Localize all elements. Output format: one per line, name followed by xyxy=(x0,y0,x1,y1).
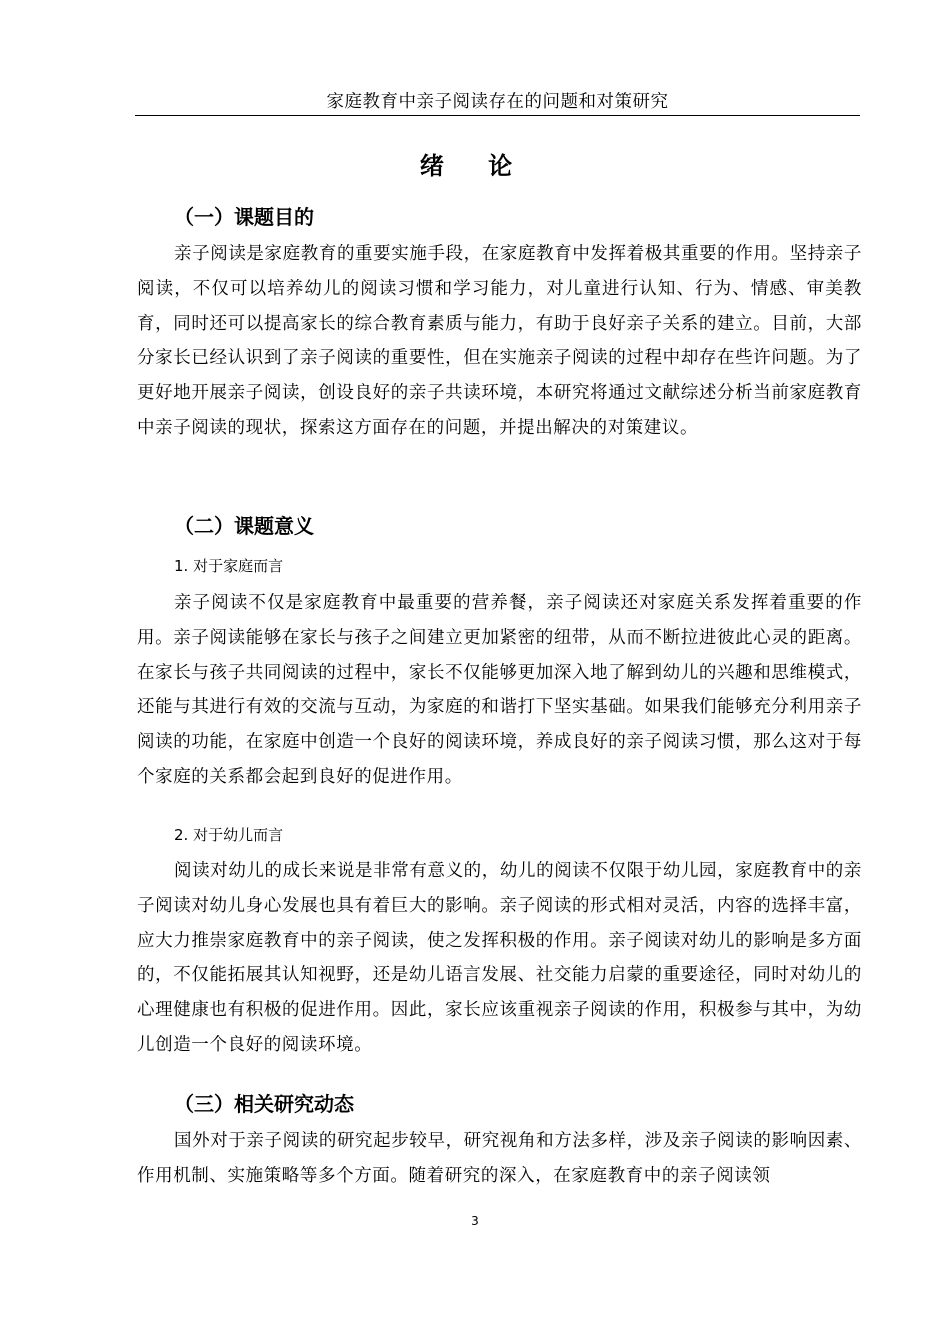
section-heading-significance: （二）课题意义 xyxy=(174,514,314,538)
section-heading-research: （三）相关研究动态 xyxy=(174,1092,354,1116)
paragraph-purpose: 亲子阅读是家庭教育的重要实施手段，在家庭教育中发挥着极其重要的作用。坚持亲子阅读，不仅可以培养幼儿的阅读习惯和学习能力，对儿童进行认知、行为、情感、审美教育，同时还可以提高家长的综合教育素质与能力，有助于良好亲子关系的建立。目前，大部分家长已经认识到了亲子阅读的重要性，但在实施亲子阅读的过程中却存在些许问题。为了更好地开展亲子阅读，创设良好的亲子共读环境，本研究将通过文献综述分析当前家庭教育中亲子阅读的现状，探索这方面存在的问题，并提出解决的对策建议。 xyxy=(137,244,862,438)
running-header: 家庭教育中亲子阅读存在的问题和对策研究 xyxy=(135,88,860,116)
page-number: 3 xyxy=(471,1214,479,1228)
subsection-heading-family: 1. 对于家庭而言 xyxy=(174,557,284,575)
paragraph-research: 国外对于亲子阅读的研究起步较早，研究视角和方法多样，涉及亲子阅读的影响因素、作用机制、实施策略等多个方面。随着研究的深入，在家庭教育中的亲子阅读领 xyxy=(137,1131,862,1186)
section-heading-purpose: （一）课题目的 xyxy=(174,205,314,229)
chapter-title: 绪 论 xyxy=(419,152,531,180)
subsection-heading-children: 2. 对于幼儿而言 xyxy=(174,826,284,844)
paragraph-children: 阅读对幼儿的成长来说是非常有意义的，幼儿的阅读不仅限于幼儿园，家庭教育中的亲子阅读对幼儿身心发展也具有着巨大的影响。亲子阅读的形式相对灵活，内容的选择丰富，应大力推崇家庭教育中的亲子阅读，使之发挥积极的作用。亲子阅读对幼儿的影响是多方面的，不仅能拓展其认知视野，还是幼儿语言发展、社交能力启蒙的重要途径，同时对幼儿的心理健康也有积极的促进作用。因此，家长应该重视亲子阅读的作用，积极参与其中，为幼儿创造一个良好的阅读环境。 xyxy=(137,861,862,1055)
paragraph-family: 亲子阅读不仅是家庭教育中最重要的营养餐，亲子阅读还对家庭关系发挥着重要的作用。亲子阅读能够在家长与孩子之间建立更加紧密的纽带，从而不断拉进彼此心灵的距离。在家长与孩子共同阅读的过程中，家长不仅能够更加深入地了解到幼儿的兴趣和思维模式，还能与其进行有效的交流与互动，为家庭的和谐打下坚实基础。如果我们能够充分利用亲子阅读的功能，在家庭中创造一个良好的阅读环境，养成良好的亲子阅读习惯，那么这对于每个家庭的关系都会起到良好的促进作用。 xyxy=(137,593,862,787)
